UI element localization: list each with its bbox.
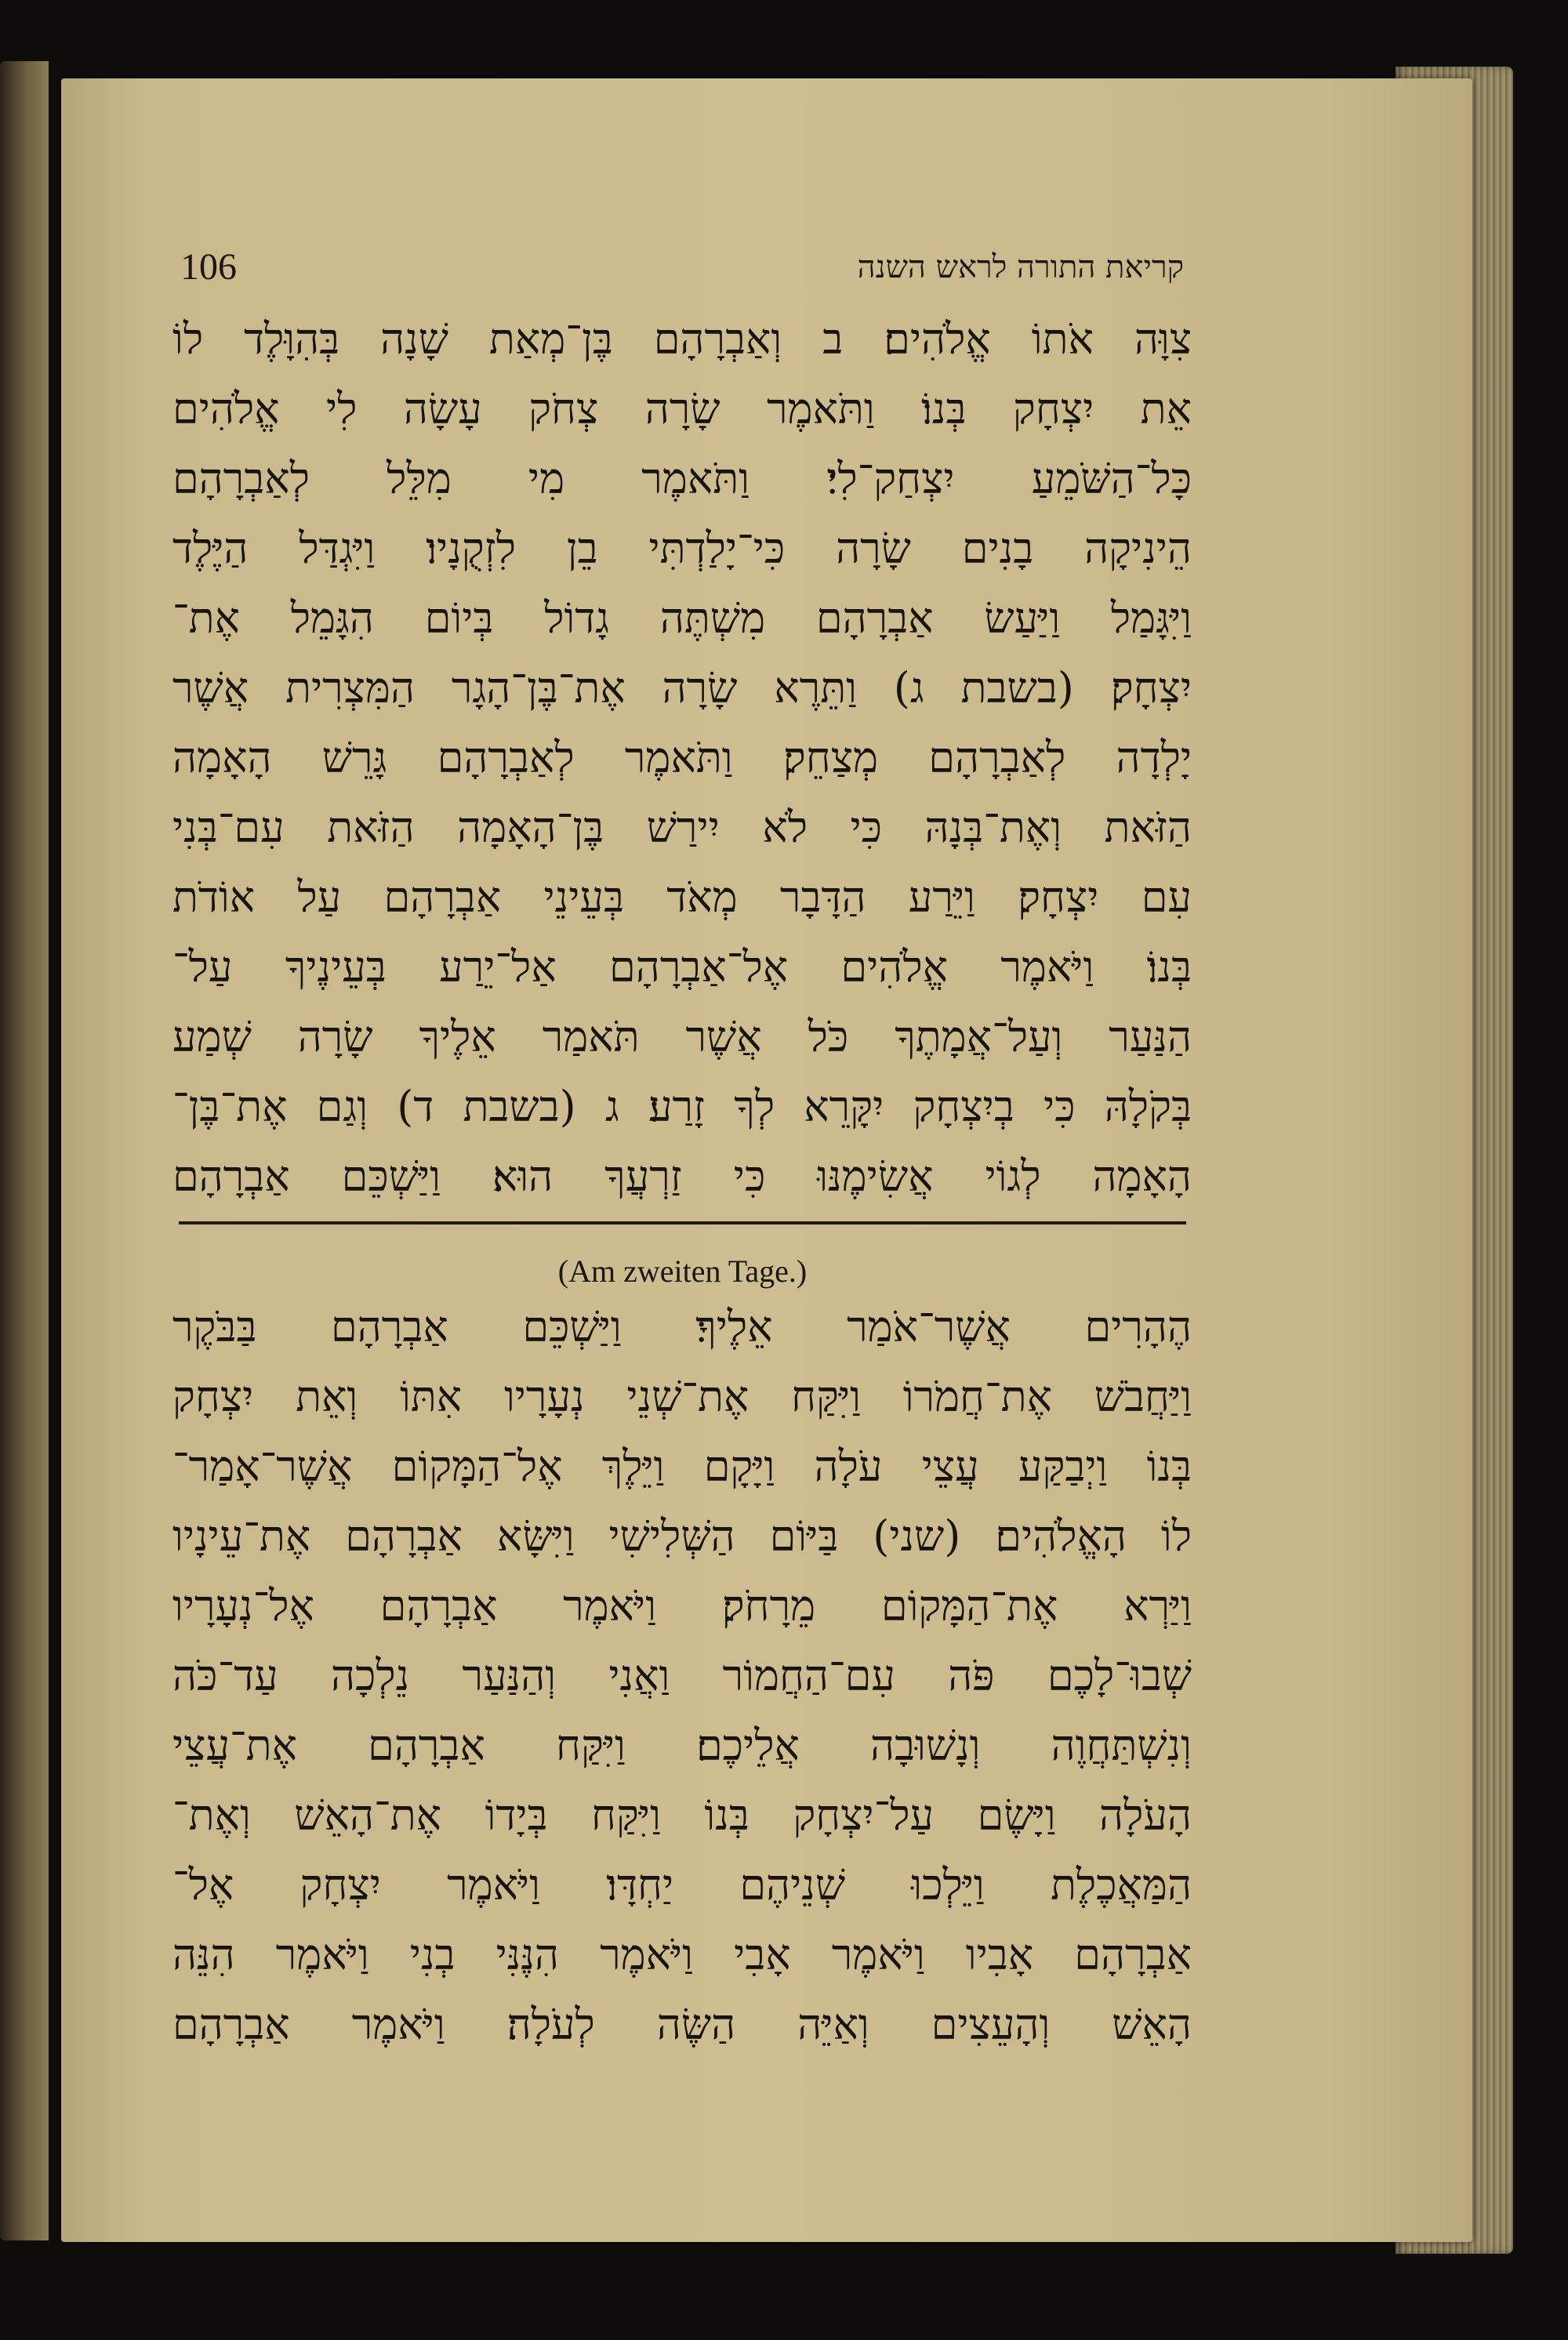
text-line: וַיַּחֲבֹשׁ אֶת־חֲמֹרוֹ וַיִּקַּח אֶת־שְׁנֵי נְעָרָיו אִתּוֹ וְאֵת יִצְחָק [172,1372,1192,1421]
text-line: יָלְדָה לְאַבְרָהָם מְצַחֵק׃ וַתֹּאמֶר לְאַבְרָהָם גָּרֵשׁ הָאָמָה [172,733,1192,782]
text-line: אֵת יִצְחָק בְּנוֹ׃ וַתֹּאמֶר שָׂרָה צְחֹק עָשָׂה לִי אֱלֹהִים [172,384,1192,434]
section-heading: (Am zweiten Tage.) [557,1253,808,1289]
text-line: הֵינִיקָה בָנִים שָׂרָה כִּי־יָלַדְתִּי בֵן לִזְקֻנָיו׃ וַיִּגְדַּל הַיֶּלֶד [172,524,1192,573]
section-divider [179,1221,1186,1224]
text-line: יִצְחָק׃ (בשבת ג) וַתֵּרֶא שָׂרָה אֶת־בֶּן־הָגָר הַמִּצְרִית אֲשֶׁר [172,663,1192,713]
text-line: בְּקֹלָהּ כִּי בְיִצְחָק יִקָּרֵא לְךָ זָרַע׃ ג (בשבת ד) וְגַם אֶת־בֶּן־ [172,1082,1192,1131]
page-header [180,239,1184,294]
running-head-title: קריאת התורה לראש השנה [857,249,1184,285]
text-line: הָאֵשׁ וְהָעֵצִים וְאַיֵּה הַשֶּׂה לְעֹלָה׃ וַיֹּאמֶר אַבְרָהָם [172,2000,1192,2049]
text-line: בְּנוֹ׃ וַיֹּאמֶר אֱלֹהִים אֶל־אַבְרָהָם אַל־יֵרַע בְּעֵינֶיךָ עַל־ [172,942,1192,992]
hebrew-text-upper [172,304,1192,1211]
text-line: הַזֹּאת וְאֶת־בְּנָהּ כִּי לֹא יִירַשׁ בֶּן־הָאָמָה הַזֹּאת עִם־בְּנִי [172,803,1192,852]
text-line: שְׁבוּ־לָכֶם פֹּה עִם־הַחֲמוֹר וַאֲנִי וְהַנַּעַר נֵלְכָה עַד־כֹּה [172,1651,1192,1700]
text-line: הֶהָרִים אֲשֶׁר־אֹמַר אֵלֶיךָ׃ וַיַּשְׁכֵּם אַבְרָהָם בַּבֹּקֶר [172,1302,1192,1351]
text-line: אַבְרָהָם אָבִיו וַיֹּאמֶר אָבִי וַיֹּאמֶר הִנֶּנִּי בְנִי וַיֹּאמֶר הִנֵּה [172,1930,1192,1979]
text-line: הַנַּעַר וְעַל־אֲמָתֶךָ כֹּל אֲשֶׁר תֹּאמַר אֵלֶיךָ שָׂרָה שְׁמַע [172,1012,1192,1061]
text-line: כָּל־הַשֹּׁמֵעַ יִצְחַק־לִי׃ וַתֹּאמֶר מִי מִלֵּל לְאַבְרָהָם [172,454,1192,503]
text-line: עִם יִצְחָק׃ וַיֵּרַע הַדָּבָר מְאֹד בְּעֵינֵי אַבְרָהָם עַל אוֹדֹת [172,873,1192,922]
text-line: הָאָמָה לְגוֹי אֲשִׂימֶנּוּ כִּי זַרְעֲךָ הוּא׃ וַיַּשְׁכֵּם אַבְרָהָם [172,1152,1192,1201]
hebrew-text-lower [172,1292,1192,2059]
page-number: 106 [180,245,237,288]
text-line: וְנִשְׁתַּחֲוֶה וְנָשׁוּבָה אֲלֵיכֶם׃ וַיִּקַּח אַבְרָהָם אֶת־עֲצֵי [172,1721,1192,1770]
text-line: לוֹ הָאֱלֹהִים׃ (שני) בַּיּוֹם הַשְּׁלִישִׁי וַיִּשָּׂא אַבְרָהָם אֶת־עֵינָיו [172,1511,1192,1561]
text-line: וַיִּגָּמַל וַיַּעַשׂ אַבְרָהָם מִשְׁתֶּה גָדוֹל בְּיוֹם הִגָּמֵל אֶת־ [172,593,1192,643]
left-page-edge [0,61,49,2240]
text-line: וַיַּרְא אֶת־הַמָּקוֹם מֵרָחֹק׃ וַיֹּאמֶר אַבְרָהָם אֶל־נְעָרָיו [172,1581,1192,1631]
text-line: צִוָּה אֹתוֹ אֱלֹהִים׃ ב וְאַבְרָהָם בֶּן־מְאַת שָׁנָה בְּהִוָּלֶד לוֹ [172,314,1192,364]
text-line: הָעֹלָה וַיָּשֶׂם עַל־יִצְחָק בְּנוֹ וַיִּקַּח בְּיָדוֹ אֶת־הָאֵשׁ וְאֶת־ [172,1790,1192,1840]
text-line: הַמַּאֲכֶלֶת וַיֵּלְכוּ שְׁנֵיהֶם יַחְדָּו׃ וַיֹּאמֶר יִצְחָק אֶל־ [172,1860,1192,1910]
text-line: בְּנוֹ וַיְבַקַּע עֲצֵי עֹלָה וַיָּקָם וַיֵּלֶךְ אֶל־הַמָּקוֹם אֲשֶׁר־אָמַר־ [172,1442,1192,1491]
